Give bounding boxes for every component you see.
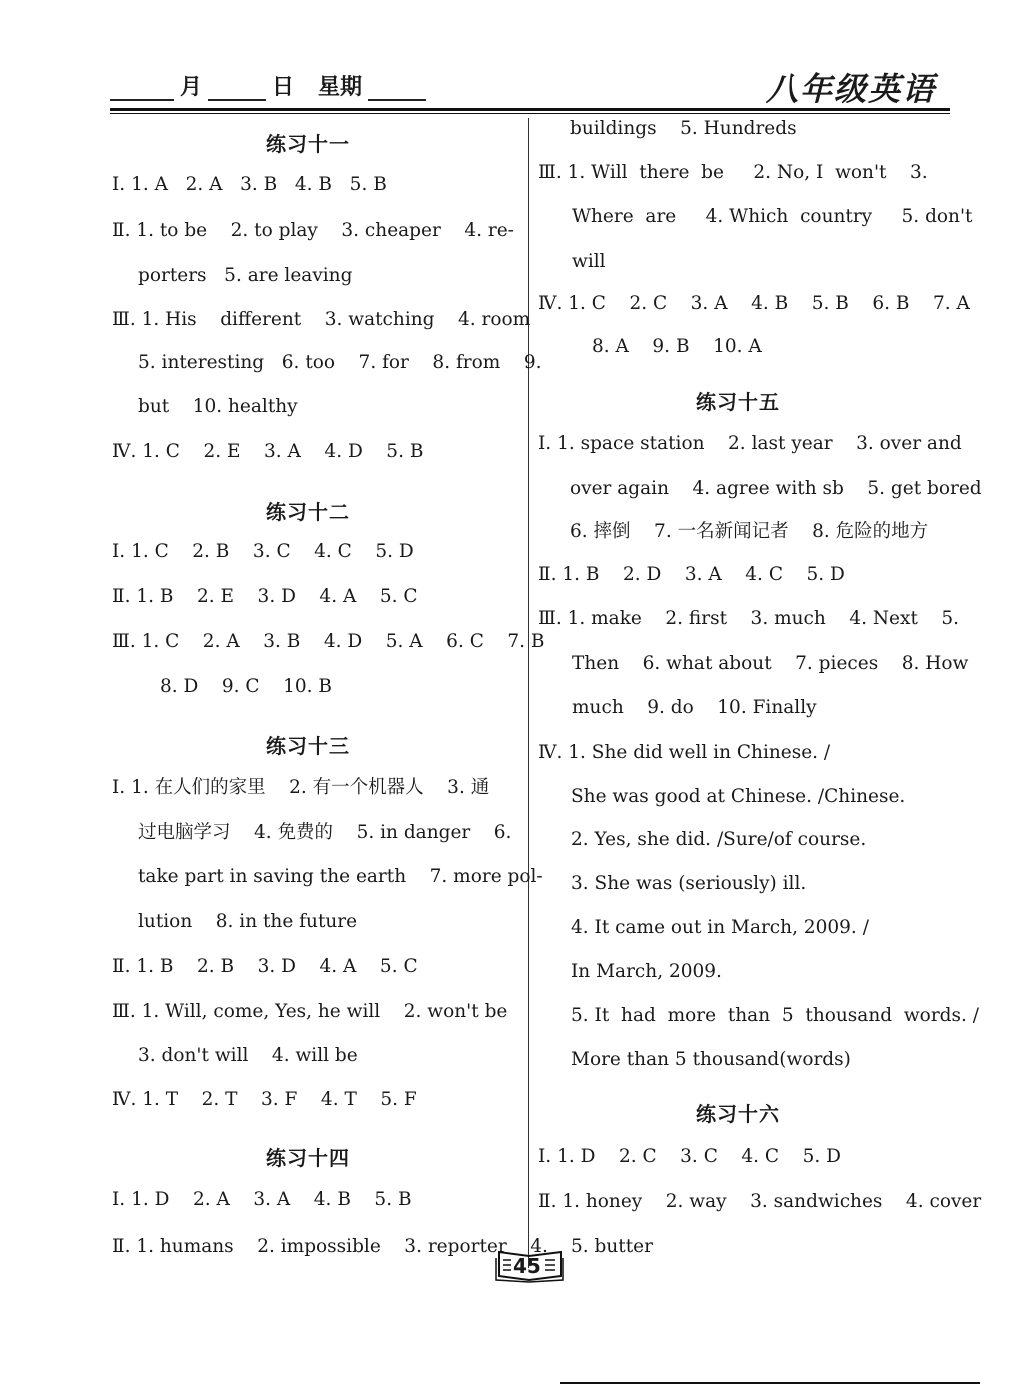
answer-line: Ⅲ. 1. C 2. A 3. B 4. D 5. A 6. C 7. B <box>112 631 545 652</box>
answer-line: much 9. do 10. Finally <box>572 697 817 718</box>
answer-line: Ⅲ. 1. make 2. first 3. much 4. Next 5. <box>538 608 960 629</box>
column-divider <box>528 118 529 1268</box>
exercise-14-title: 练习十四 <box>266 1146 350 1170</box>
bottom-rule <box>560 1382 980 1384</box>
answer-line: 4. It came out in March, 2009. / <box>571 917 869 938</box>
answer-line: Ⅰ. 1. D 2. C 3. C 4. C 5. D <box>538 1146 841 1167</box>
header-rule <box>110 108 950 111</box>
answer-line: Ⅰ. 1. D 2. A 3. A 4. B 5. B <box>112 1189 412 1210</box>
answer-line: Ⅳ. 1. C 2. E 3. A 4. D 5. B <box>112 441 424 462</box>
answer-line: Ⅱ. 1. humans 2. impossible 3. reporter 4. <box>112 1236 548 1257</box>
exercise-13-title: 练习十三 <box>266 734 350 758</box>
answer-line: Then 6. what about 7. pieces 8. How <box>572 653 969 674</box>
day-label: 日 <box>272 74 295 100</box>
answer-line: 2. Yes, she did. /Sure/of course. <box>571 829 867 850</box>
page-number: 45 <box>513 1254 541 1278</box>
answer-line: but 10. healthy <box>138 396 298 417</box>
weekday-label: 星期 <box>318 74 363 100</box>
answer-line: take part in saving the earth 7. more pol- <box>138 866 543 887</box>
page-number-badge <box>493 1246 567 1284</box>
header-rule-thin <box>110 113 950 114</box>
answer-line: She was good at Chinese. /Chinese. <box>571 786 906 807</box>
exercise-16-title: 练习十六 <box>696 1102 780 1126</box>
answer-line: Ⅱ. 1. B 2. E 3. D 4. A 5. C <box>112 586 418 607</box>
answer-line: 过电脑学习 4. 免费的 5. in danger 6. <box>138 822 512 843</box>
weekday-blank[interactable] <box>368 77 426 101</box>
answer-line: Ⅲ. 1. Will there be 2. No, I won't 3. <box>538 162 928 183</box>
answer-line: Ⅰ. 1. C 2. B 3. C 4. C 5. D <box>112 541 414 562</box>
answer-line: Ⅰ. 1. A 2. A 3. B 4. B 5. B <box>112 174 387 195</box>
answer-line: 3. She was (seriously) ill. <box>571 873 807 894</box>
answer-line: buildings 5. Hundreds <box>570 118 797 139</box>
answer-line: 5. It had more than 5 thousand words. / <box>571 1005 979 1026</box>
answer-line: Ⅰ. 1. 在人们的家里 2. 有一个机器人 3. 通 <box>112 777 490 798</box>
answer-line: Ⅱ. 1. B 2. B 3. D 4. A 5. C <box>112 956 418 977</box>
book-title: 八年级英语 <box>766 70 937 108</box>
month-blank[interactable] <box>110 77 174 101</box>
answer-line: Ⅳ. 1. C 2. C 3. A 4. B 5. B 6. B 7. A <box>538 293 970 314</box>
answer-line: Ⅱ. 1. honey 2. way 3. sandwiches 4. cover <box>538 1191 982 1212</box>
answer-line: Ⅲ. 1. His different 3. watching 4. room <box>112 309 531 330</box>
exercise-12-title: 练习十二 <box>266 500 350 524</box>
answer-line: Ⅱ. 1. to be 2. to play 3. cheaper 4. re- <box>112 220 514 241</box>
day-blank[interactable] <box>208 77 266 101</box>
answer-line: porters 5. are leaving <box>138 265 353 286</box>
answer-line: 5. interesting 6. too 7. for 8. from 9. <box>138 352 542 373</box>
answer-line: will <box>572 251 606 272</box>
exercise-15-title: 练习十五 <box>696 390 780 414</box>
answer-line: In March, 2009. <box>571 961 722 982</box>
answer-line: More than 5 thousand(words) <box>571 1049 851 1070</box>
answer-line: 8. A 9. B 10. A <box>592 336 762 357</box>
answer-line: Ⅱ. 1. B 2. D 3. A 4. C 5. D <box>538 564 845 585</box>
answer-line: over again 4. agree with sb 5. get bored <box>570 478 982 499</box>
answer-line: Ⅲ. 1. Will, come, Yes, he will 2. won't be <box>112 1001 508 1022</box>
answer-line: 6. 摔倒 7. 一名新闻记者 8. 危险的地方 <box>570 521 929 542</box>
answer-line: Ⅰ. 1. space station 2. last year 3. over and <box>538 433 962 454</box>
answer-line: 5. butter <box>571 1236 653 1257</box>
answer-line: 8. D 9. C 10. B <box>160 676 332 697</box>
answer-line: Ⅳ. 1. She did well in Chinese. / <box>538 742 831 763</box>
date-line <box>110 70 426 101</box>
answer-line: lution 8. in the future <box>138 911 358 932</box>
answer-line: 3. don't will 4. will be <box>138 1045 358 1066</box>
exercise-11-title: 练习十一 <box>266 132 350 156</box>
answer-line: Ⅳ. 1. T 2. T 3. F 4. T 5. F <box>112 1089 417 1110</box>
answer-line: Where are 4. Which country 5. don't <box>572 206 973 227</box>
month-label: 月 <box>180 74 203 100</box>
